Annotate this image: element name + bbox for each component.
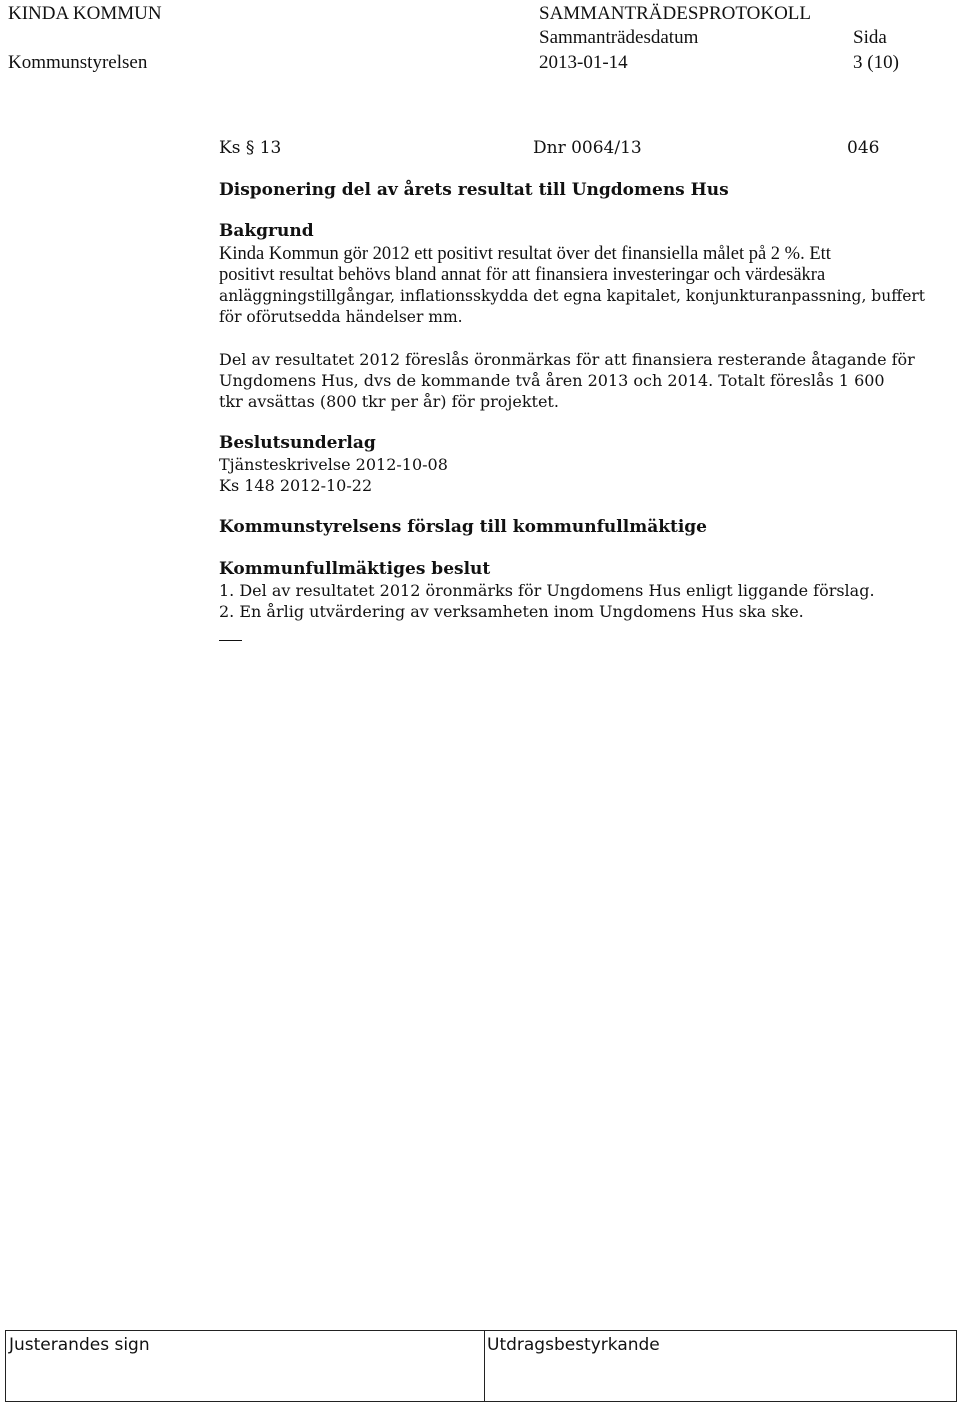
beslutsunderlag-item: Ks 148 2012-10-22	[219, 476, 373, 495]
beslut-item: 2. En årlig utvärdering av verksamheten inom Ungdomens Hus ska ske.	[219, 602, 804, 621]
bakgrund-line: för oförutsedda händelser mm.	[219, 308, 463, 326]
bakgrund-heading: Bakgrund	[219, 221, 314, 241]
case-paragraph-number: Ks § 13	[219, 138, 282, 158]
beslut-list	[219, 580, 954, 622]
organization-name: KINDA KOMMUN	[8, 3, 162, 24]
beslut-item: 1. Del av resultatet 2012 öronmärks för Ungdomens Hus enligt liggande förslag.	[219, 581, 875, 600]
extract-certification-label: Utdragsbestyrkande	[487, 1335, 660, 1355]
adjuster-signature-label: Justerandes sign	[9, 1335, 150, 1355]
extract-certification-box	[484, 1331, 956, 1401]
page-number: 3 (10)	[853, 52, 899, 73]
beslutsunderlag-list	[219, 454, 954, 496]
beslutsunderlag-item: Tjänsteskrivelse 2012-10-08	[219, 455, 448, 474]
bakgrund-line: Del av resultatet 2012 föreslås öronmärkas för att finansiera resterande åtagande för	[219, 350, 915, 369]
case-title: Disponering del av årets resultat till Ungdomens Hus	[219, 180, 729, 200]
bakgrund-line: positivt resultat behövs bland annat för att finansiera investeringar och värdesäkra	[219, 265, 826, 285]
adjuster-signature-box	[6, 1331, 485, 1401]
bakgrund-line: Kinda Kommun gör 2012 ett positivt resultat över det finansiella målet på 2 %. Ett	[219, 244, 831, 264]
bakgrund-line: Ungdomens Hus, dvs de kommande två åren 2013 och 2014. Totalt föreslås 1 600	[219, 371, 885, 390]
committee-name: Kommunstyrelsen	[8, 52, 148, 73]
bakgrund-paragraph	[219, 244, 954, 328]
bakgrund-line: tkr avsättas (800 tkr per år) för projektet.	[219, 392, 559, 411]
end-rule	[219, 640, 242, 641]
signature-footer	[5, 1330, 957, 1402]
bakgrund-paragraph-2	[219, 349, 954, 412]
case-diary-number: Dnr 0064/13	[533, 138, 642, 158]
document-type: SAMMANTRÄDESPROTOKOLL	[539, 3, 812, 24]
bakgrund-line: anläggningstillgångar, inflationsskydda det egna kapitalet, konjunkturanpassning, buffert	[219, 287, 926, 305]
meeting-date-label: Sammanträdesdatum	[539, 27, 699, 48]
case-code: 046	[847, 138, 880, 158]
beslutsunderlag-heading: Beslutsunderlag	[219, 433, 376, 453]
page-label: Sida	[853, 27, 887, 48]
beslut-heading: Kommunfullmäktiges beslut	[219, 559, 491, 579]
forslag-heading: Kommunstyrelsens förslag till kommunfullmäktige	[219, 517, 708, 537]
meeting-date: 2013-01-14	[539, 52, 628, 73]
